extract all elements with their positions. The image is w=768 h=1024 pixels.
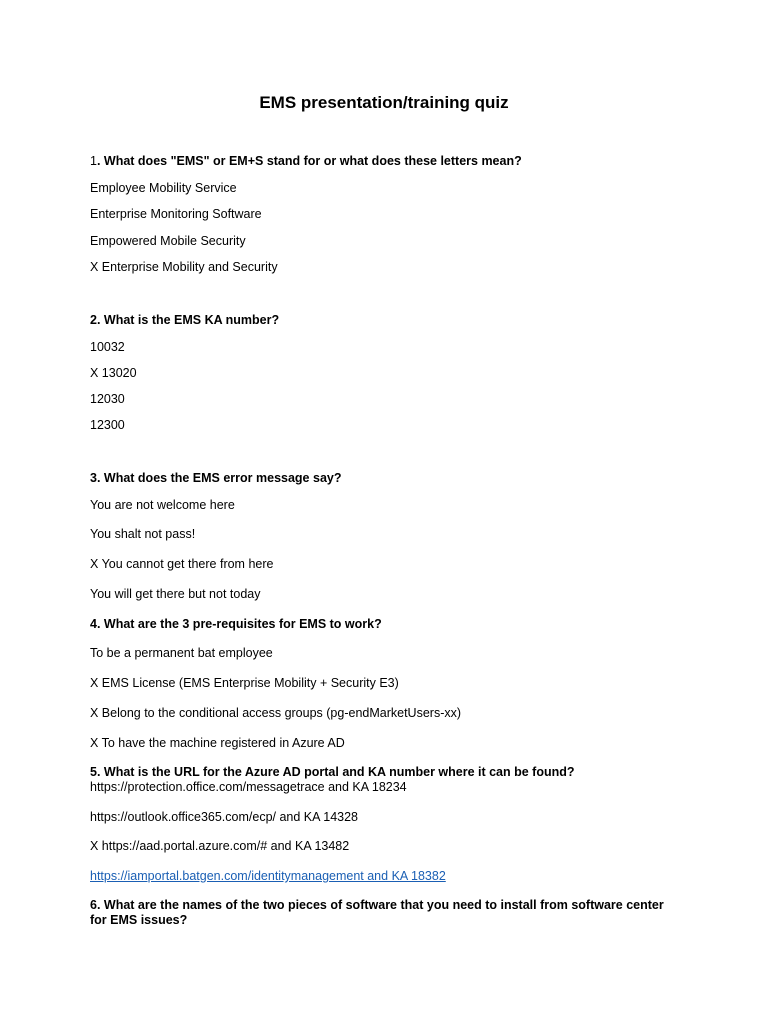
answer-2d: 12300: [90, 418, 125, 432]
question-1-number: 1: [90, 154, 97, 168]
answer-2c: 12030: [90, 392, 125, 406]
question-2: 2. What is the EMS KA number?: [90, 313, 280, 327]
answer-3a: You are not welcome here: [90, 498, 235, 512]
question-1-text: . What does "EMS" or EM+S stand for or what does these letters mean?: [96, 154, 522, 168]
document-title: EMS presentation/training quiz: [259, 93, 509, 112]
answer-2a: 10032: [90, 340, 125, 354]
answer-5d-link[interactable]: https://iamportal.batgen.com/identitymanagement and KA 18382: [90, 869, 446, 883]
answer-3c: X You cannot get there from here: [90, 557, 274, 571]
answer-2b: X 13020: [90, 366, 137, 380]
answer-4d: X To have the machine registered in Azure AD: [90, 736, 345, 750]
answer-4a: To be a permanent bat employee: [90, 646, 273, 660]
question-4: 4. What are the 3 pre-requisites for EMS to work?: [90, 617, 382, 631]
answer-1b: Enterprise Monitoring Software: [90, 207, 262, 221]
answer-1c: Empowered Mobile Security: [90, 234, 246, 248]
answer-4b: X EMS License (EMS Enterprise Mobility + Security E3): [90, 676, 399, 690]
answer-4c: X Belong to the conditional access groups (pg-endMarketUsers-xx): [90, 706, 462, 720]
answer-5b: https://outlook.office365.com/ecp/ and KA 14328: [90, 810, 359, 824]
question-6: 6. What are the names of the two pieces of software that you need to install from software center for EMS issues?: [90, 898, 664, 927]
answer-1d: X Enterprise Mobility and Security: [90, 260, 278, 274]
answer-5c: X https://aad.portal.azure.com/# and KA 13482: [90, 839, 350, 853]
question-1: [90, 154, 522, 168]
question-3: 3. What does the EMS error message say?: [90, 471, 342, 485]
question-5: 5. What is the URL for the Azure AD portal and KA number where it can be found?: [90, 765, 575, 779]
answer-5a: https://protection.office.com/messagetrace and KA 18234: [90, 780, 407, 794]
answer-3b: You shalt not pass!: [90, 527, 196, 541]
answer-3d: You will get there but not today: [90, 587, 261, 601]
answer-1a: Employee Mobility Service: [90, 181, 237, 195]
